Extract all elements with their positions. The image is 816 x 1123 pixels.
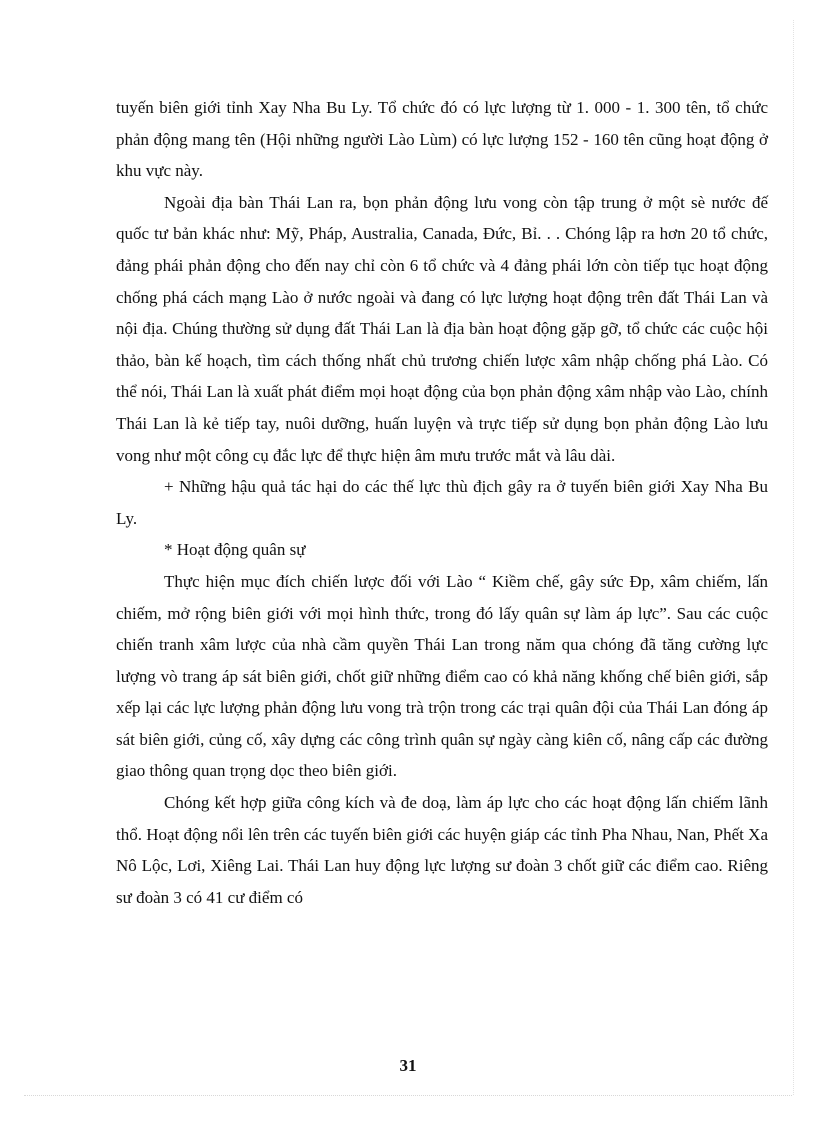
paragraph-military-strategy: Thực hiện mục đích chiến lược đối với Lào “ Kiềm chế, gây sức Ðp, xâm chiếm, lấn chiếm, mở rộng biên giới với mọi hình thức, trong đó lấy quân sự làm áp lực”. Sau các cuộc chiến tranh xâm lược của nhà cầm quyền Thái Lan trong năm qua chóng đã tăng cường lực lượng vò trang áp sát biên giới, chốt giữ những điểm cao có khả năng khống chế biên giới, sắp xếp lại các lực lượng phản động lưu vong trà trộn trong các trại quân đội của Thái Lan đóng áp sát biên giới, củng cố, xây dựng các công trình quân sự ngày càng kiên cố, nâng cấp các đường giao thông quan trọng dọc theo biên giới. bbox=[116, 571, 768, 781]
footer-rule bbox=[24, 1095, 792, 1096]
page-number: 31 bbox=[399, 1056, 417, 1075]
paragraph-consequences-heading: + Những hậu quả tác hại do các thế lực thù địch gây ra ở tuyến biên giới Xay Nha Bu Ly. bbox=[116, 477, 768, 528]
paragraph-territorial-encroachment: Chóng kết hợp giữa công kích và đe doạ, làm áp lực cho các hoạt động lấn chiếm lãnh thổ. Hoạt động nổi lên trên các tuyến biên giới các huyện giáp các tỉnh Pha Nhau, Nan, Phết Xa Nô Lộc, Lơi, Xiêng Lai. Thái Lan huy động lực lượng sư đoàn 3 chốt giữ các điểm cao. Riêng sư đoàn 3 có 41 cư điểm có bbox=[116, 793, 768, 907]
body-text bbox=[116, 92, 768, 913]
paragraph-exiled-reactionaries: Ngoài địa bàn Thái Lan ra, bọn phản động lưu vong còn tập trung ở một sè nước đế quốc tư bản khác như: Mỹ, Pháp, Australia, Canada, Đức, Bỉ. . . Chóng lập ra hơn 20 tổ chức, đảng phái phản động cho đến nay chỉ còn 6 tổ chức và 4 đảng phái lớn còn tiếp tục hoạt động chống phá cách mạng Lào ở nước ngoài và đang có lực lượng hoạt động trên đất Thái Lan và nội địa. Chúng thường sử dụng đất Thái Lan là địa bàn hoạt động gặp gỡ, tổ chức các cuộc hội thảo, bàn kế hoạch, tìm cách thống nhất chủ trương chiến lược xâm nhập chống phá Lào. Có thể nói, Thái Lan là xuất phát điểm mọi hoạt động của bọn phản động xâm nhập vào Lào, chính Thái Lan là kẻ tiếp tay, nuôi dưỡng, huấn luyện và trực tiếp sử dụng bọn phản động Lào lưu vong như một công cụ đắc lực để thực hiện âm mưu trước mắt và lâu dài. bbox=[116, 192, 768, 465]
paragraph-continuation: tuyến biên giới tỉnh Xay Nha Bu Ly. Tổ chức đó có lực lượng từ 1. 000 - 1. 300 tên, tổ chức phản động mang tên (Hội những người Lào Lùm) có lực lượng 152 - 160 tên cũng hoạt động ở khu vực này. bbox=[116, 98, 768, 181]
paragraph-military-heading: * Hoạt động quân sự bbox=[164, 540, 306, 560]
page-edge-rule bbox=[793, 20, 794, 1095]
